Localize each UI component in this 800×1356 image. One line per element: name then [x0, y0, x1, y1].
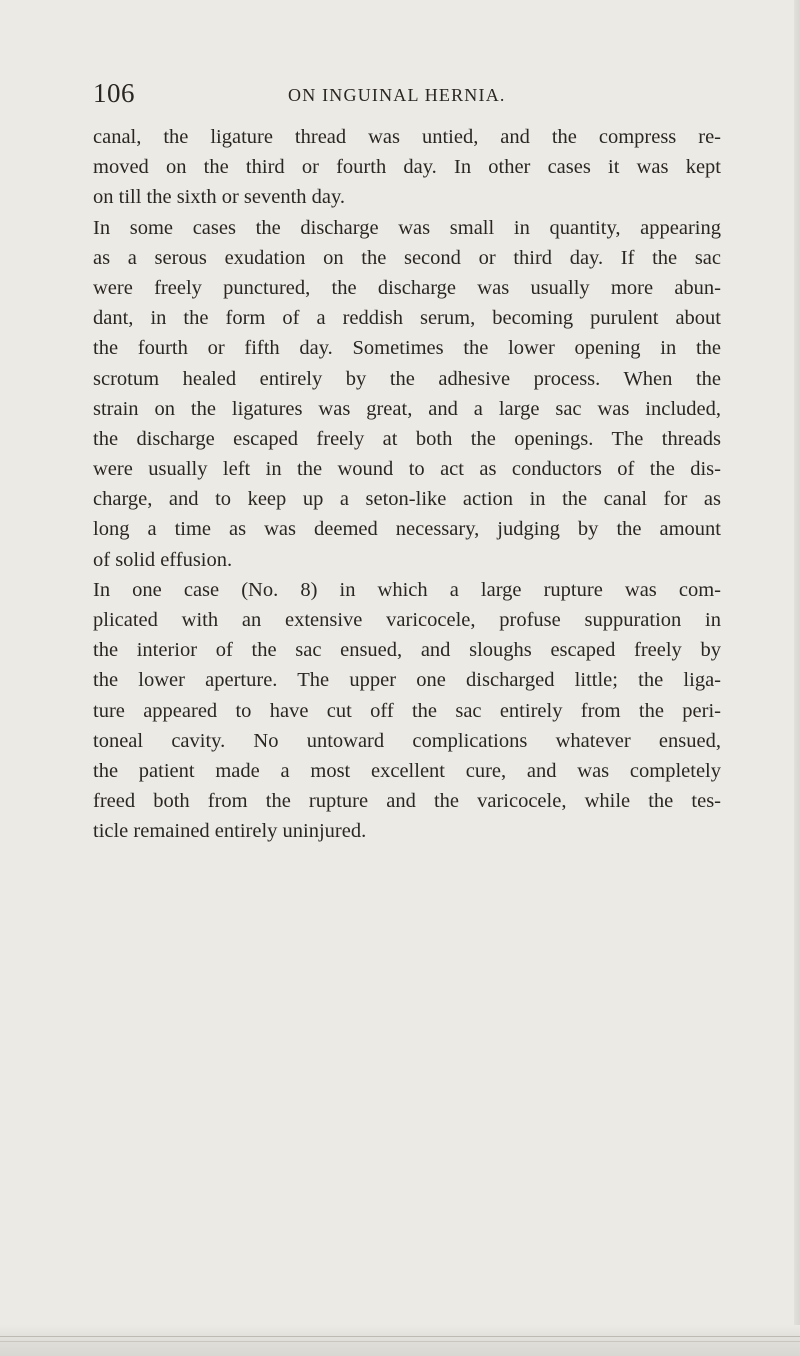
- text-line: the fourth or fifth day. Sometimes the lower opening in the: [93, 337, 721, 360]
- text-line: on till the sixth or seventh day.: [93, 186, 346, 209]
- scan-edge-line: [0, 1341, 800, 1342]
- text-line: the discharge escaped freely at both the openings. The threads: [93, 427, 721, 450]
- text-line: canal, the ligature thread was untied, and the compress re-: [93, 126, 721, 148]
- paragraph-first-line: In one case (No. 8) in which a large rupture was com-: [93, 578, 721, 601]
- text-line: long a time as was deemed necessary, judging by the amount: [93, 518, 721, 541]
- text-line: were freely punctured, the discharge was usually more abun-: [93, 276, 721, 299]
- text-line: the patient made a most excellent cure, and was completely: [93, 759, 721, 782]
- text-line: of solid effusion.: [93, 548, 233, 571]
- text-line: the lower aperture. The upper one discharged little; the liga-: [93, 669, 721, 692]
- text-line: ture appeared to have cut off the sac entirely from the peri-: [93, 699, 721, 722]
- page-number: 106: [93, 78, 135, 108]
- text-line: strain on the ligatures was great, and a large sac was included,: [93, 397, 721, 420]
- text-line: charge, and to keep up a seton-like action in the canal for as: [93, 488, 721, 511]
- text-line: freed both from the rupture and the varicocele, while the tes-: [93, 790, 721, 813]
- text-line: toneal cavity. No untoward complications whatever ensued,: [93, 729, 721, 752]
- page-edge-shadow: [794, 0, 800, 1356]
- text-line: dant, in the form of a reddish serum, becoming purulent about: [93, 307, 721, 330]
- text-line: ticle remained entirely uninjured.: [93, 820, 367, 843]
- paragraph-first-line: In some cases the discharge was small in quantity, appearing: [93, 216, 721, 239]
- page-header: [93, 76, 613, 110]
- text-line: scrotum healed entirely by the adhesive process. When the: [93, 367, 721, 390]
- running-title: ON INGUINAL HERNIA.: [288, 85, 506, 105]
- text-line: plicated with an extensive varicocele, profuse suppuration in: [93, 609, 721, 631]
- scan-edge-line: [0, 1336, 800, 1337]
- body-text: [93, 122, 721, 847]
- text-line: as a serous exudation on the second or third day. If the sac: [93, 246, 721, 269]
- text-line: were usually left in the wound to act as conductors of the dis-: [93, 458, 721, 481]
- text-line: the interior of the sac ensued, and sloughs escaped freely by: [93, 639, 721, 662]
- text-line: moved on the third or fourth day. In other cases it was kept: [93, 156, 721, 179]
